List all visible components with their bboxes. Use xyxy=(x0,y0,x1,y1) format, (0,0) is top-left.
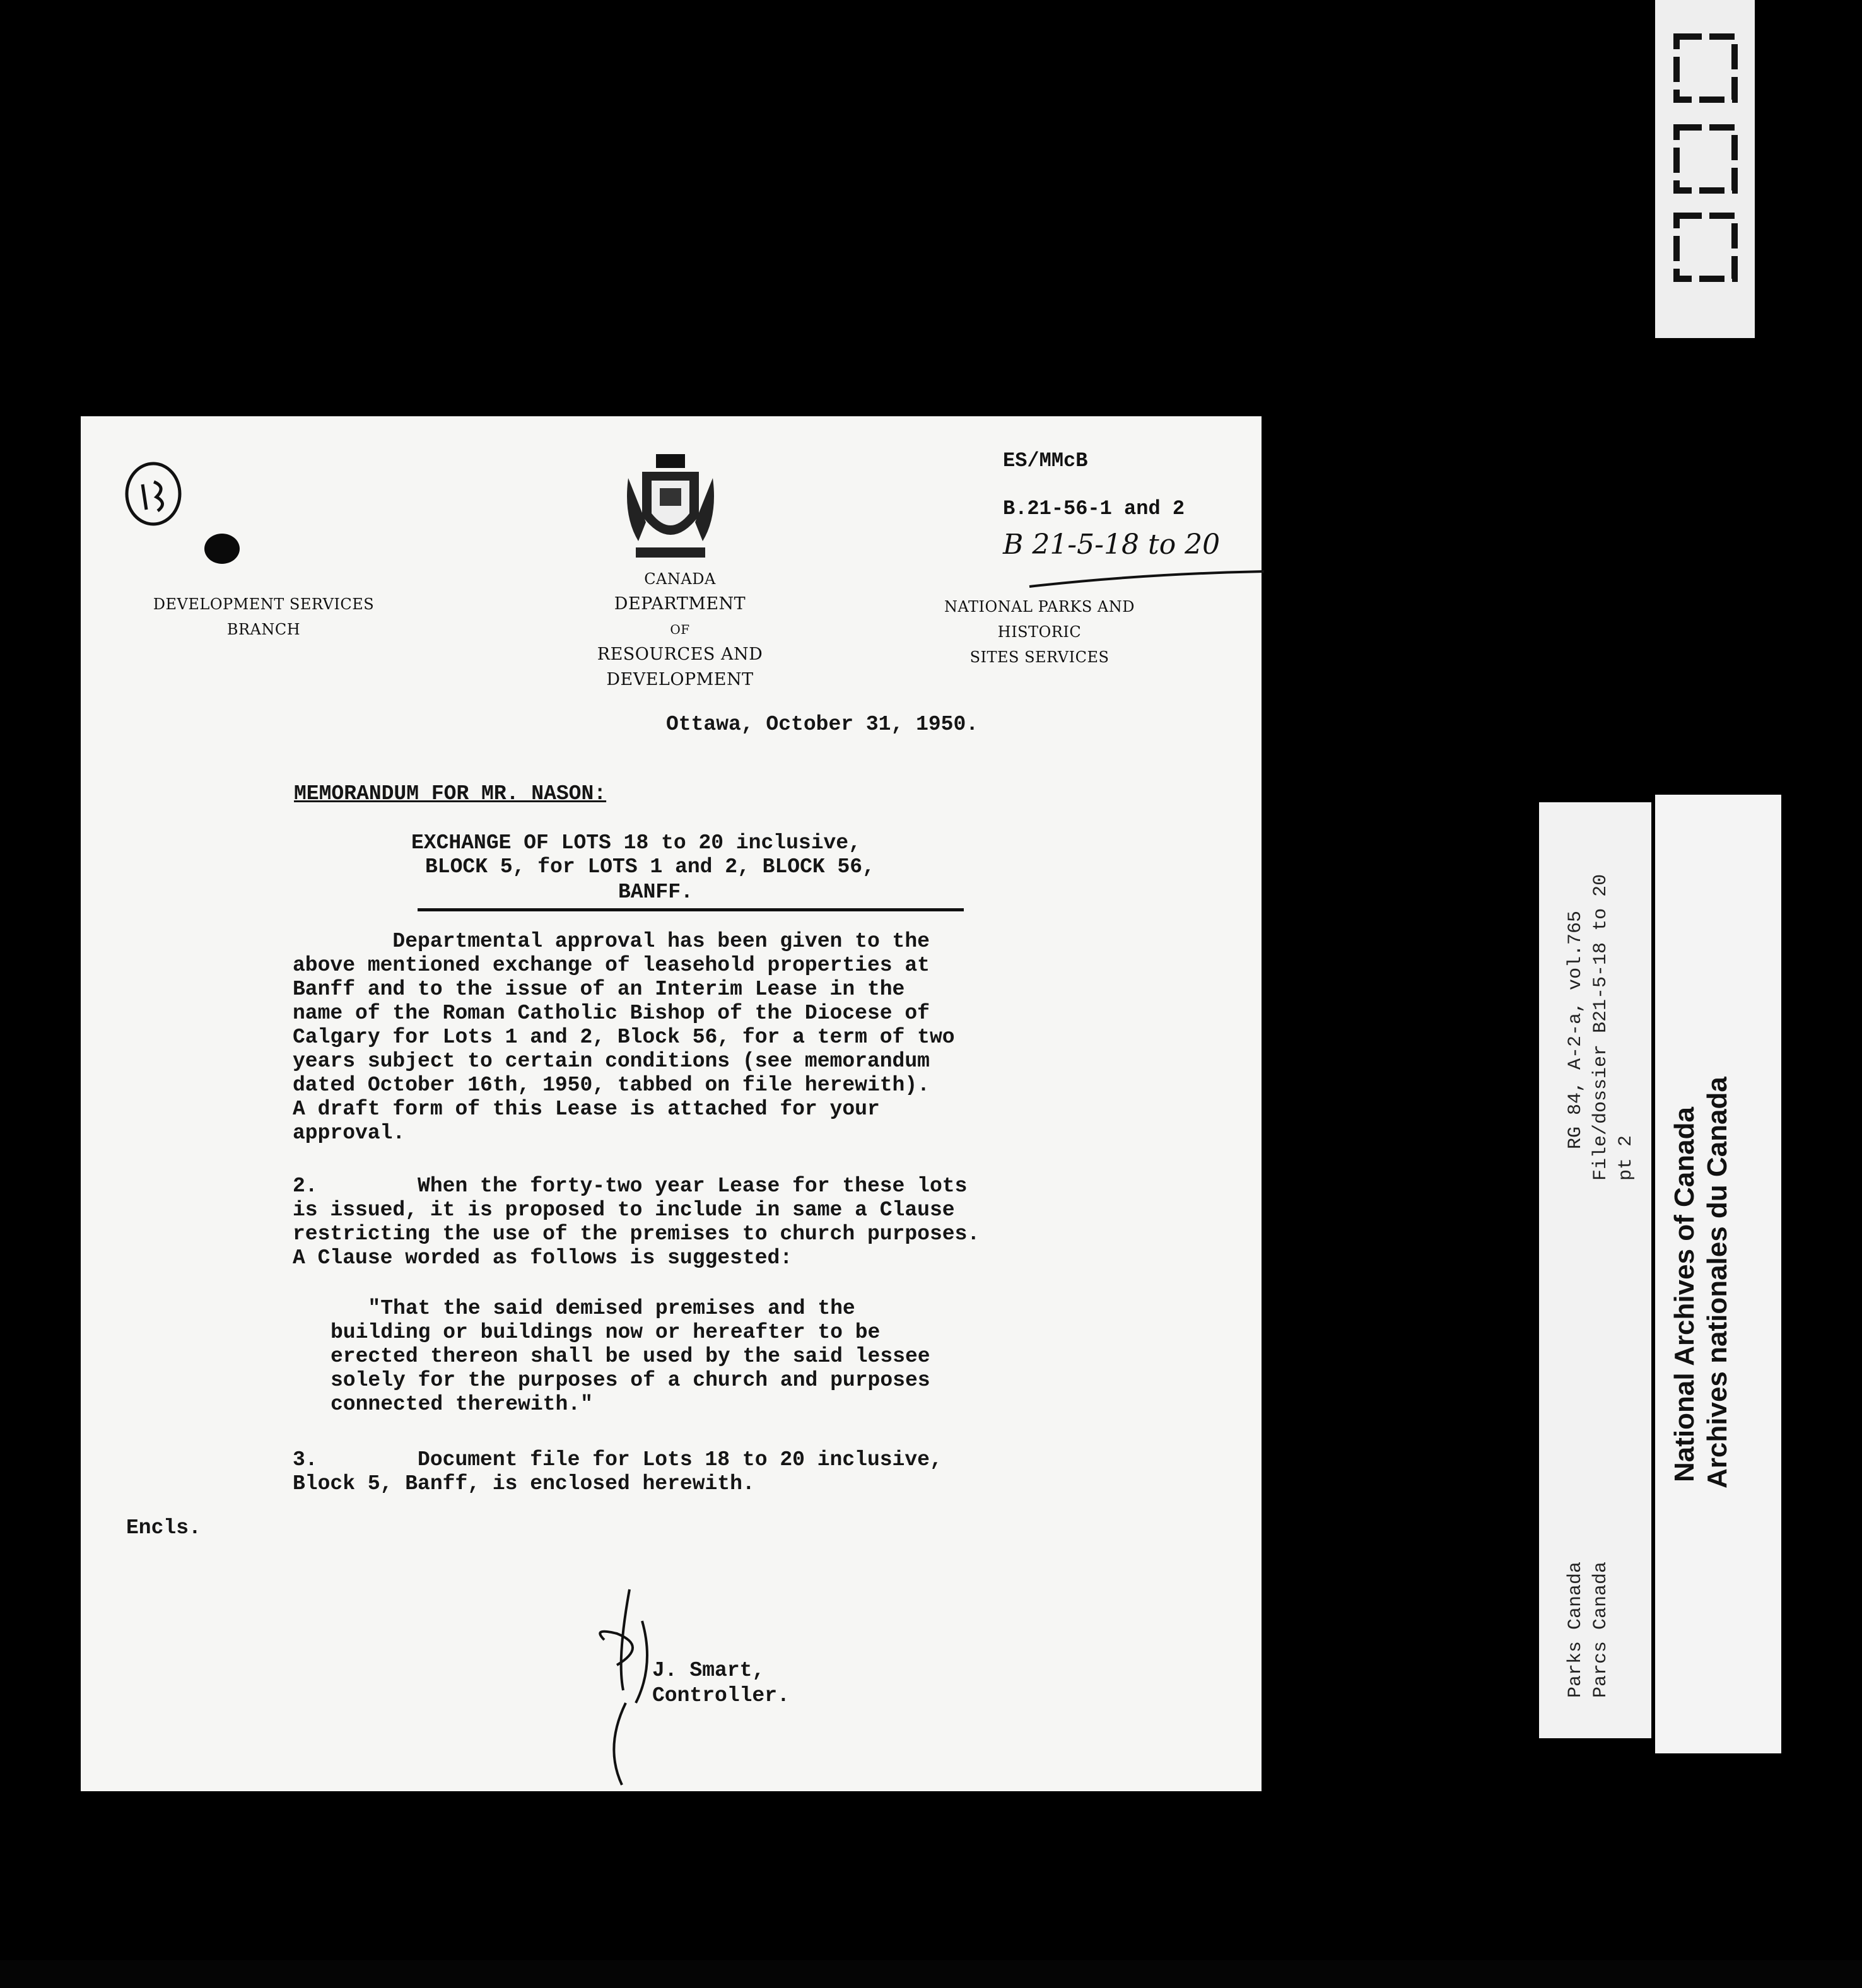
counter-digit xyxy=(1673,212,1738,283)
handwritten-underline xyxy=(1027,565,1267,593)
service-name xyxy=(901,594,1178,670)
archive-reference-label xyxy=(1539,802,1651,1738)
national-archives-label xyxy=(1655,795,1781,1753)
subject-line: BLOCK 5, for LOTS 1 and 2, BLOCK 56, xyxy=(425,855,875,879)
initials-ref: ES/MMcB xyxy=(1003,449,1088,472)
department-line: OF xyxy=(670,622,690,637)
department-line: CANADA xyxy=(644,570,716,588)
file-number: B.21-56-1 and 2 xyxy=(1003,497,1185,520)
agency-line: Parcs Canada xyxy=(1590,1561,1612,1698)
signer-title: Controller. xyxy=(652,1684,790,1707)
memo-page xyxy=(81,416,1262,1791)
counter-digit xyxy=(1673,33,1738,103)
subject-rule xyxy=(418,908,964,911)
coat-of-arms-icon xyxy=(623,453,718,566)
department-name xyxy=(547,566,812,693)
branch-name xyxy=(144,592,384,642)
department-line: DEPARTMENT xyxy=(614,594,746,614)
department-line: RESOURCES AND DEVELOPMENT xyxy=(597,645,763,689)
archives-name-fr: Archives nationales du Canada xyxy=(1702,1077,1733,1488)
branch-line: BRANCH xyxy=(226,621,301,638)
quoted-clause: "That the said demised premises and the building or buildings now or hereafter to be erected thereon shall be used by the said lessee solely for the purposes of a church and purposes connected therewith." xyxy=(331,1297,930,1416)
agency-line: Parks Canada xyxy=(1565,1561,1586,1698)
subject-line: BANFF. xyxy=(618,880,693,904)
archive-ref-line: pt 2 xyxy=(1615,1135,1637,1181)
archive-ref-line: RG 84, A-2-a, vol.765 xyxy=(1565,910,1586,1149)
counter-digit xyxy=(1673,124,1738,194)
branch-line: DEVELOPMENT SERVICES xyxy=(153,595,375,613)
service-line: SITES SERVICES xyxy=(969,648,1110,666)
archive-ref-line: File/dossier B21-5-18 to 20 xyxy=(1590,874,1612,1181)
memo-date: Ottawa, October 31, 1950. xyxy=(666,713,979,736)
film-edge xyxy=(0,1960,1862,1988)
ink-blot xyxy=(204,534,240,564)
page-number-mark xyxy=(119,459,188,529)
paragraph-2: 2. When the forty-two year Lease for these lots is issued, it is proposed to include in same a Clause restricting the use of the premises to church purposes. A Clause worded as follows is suggested: xyxy=(293,1174,980,1270)
handwritten-file-number: B 21-5-18 to 20 xyxy=(1003,529,1221,561)
enclosures-note: Encls. xyxy=(126,1516,201,1540)
memo-addressee: MEMORANDUM FOR MR. NASON: xyxy=(294,782,607,805)
paragraph-1: Departmental approval has been given to the above mentioned exchange of leasehold properties at Banff and to the issue of an Interim Lease in the name of the Roman Catholic Bishop of the Diocese of Calgary for Lots 1 and 2, Block 56, for a term of two years subject to certain conditions (see memorandum dated October 16th, 1950, tabbed on file herewith). A draft form of this Lease is attached for your approval. xyxy=(293,930,955,1145)
service-line: NATIONAL PARKS AND HISTORIC xyxy=(944,598,1135,641)
archives-name-en: National Archives of Canada xyxy=(1669,1107,1700,1482)
frame-counter xyxy=(1655,0,1755,338)
paragraph-3: 3. Document file for Lots 18 to 20 inclusive, Block 5, Banff, is enclosed herewith. xyxy=(293,1448,942,1495)
subject-line: EXCHANGE OF LOTS 18 to 20 inclusive, xyxy=(411,831,861,855)
signer-name: J. Smart, xyxy=(652,1659,765,1682)
